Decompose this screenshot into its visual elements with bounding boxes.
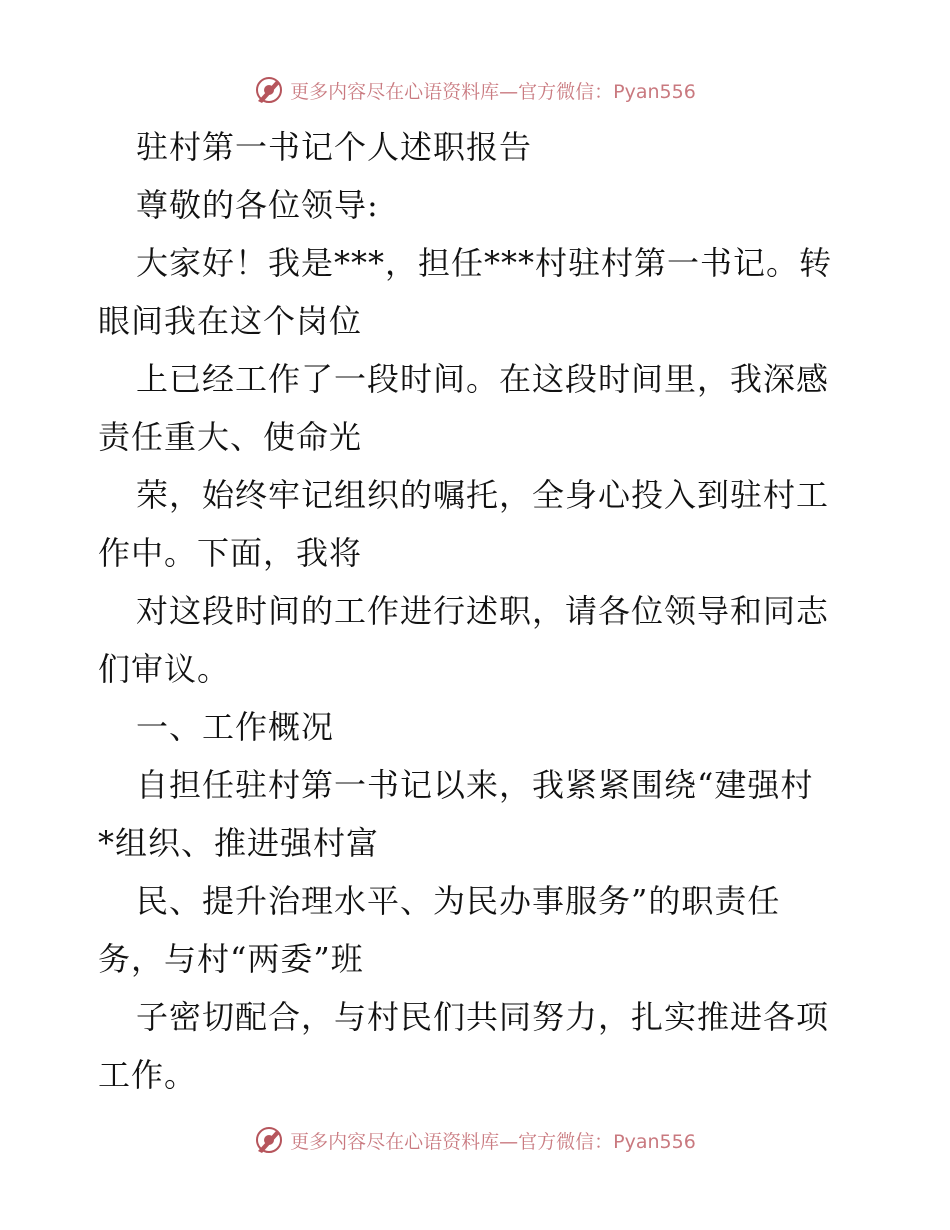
paragraph-line: *组织、推进强村富 xyxy=(98,824,380,862)
paragraph-line: 自担任驻村第一书记以来，我紧紧围绕“建强村 xyxy=(136,766,814,804)
salutation: 尊敬的各位领导: xyxy=(136,186,379,224)
paragraph-line: 们审议。 xyxy=(98,650,231,688)
paragraph-line: 责任重大、使命光 xyxy=(98,418,363,456)
paragraph-line: 工作。 xyxy=(98,1056,198,1094)
paragraph-line: 作中。下面，我将 xyxy=(98,534,363,572)
paragraph-line: 眼间我在这个岗位 xyxy=(98,302,363,340)
paragraph-line: 务，与村“两委”班 xyxy=(98,940,364,978)
watermark-text: 更多内容尽在心语资料库—官方微信：Pyan556 xyxy=(290,1130,696,1153)
section-heading: 一、工作概况 xyxy=(136,708,335,746)
paragraph-line: 民、提升治理水平、为民办事服务”的职责任 xyxy=(136,882,781,920)
paragraph-line: 大家好！我是***，担任***村驻村第一书记。转 xyxy=(136,244,833,282)
watermark-banner-top xyxy=(0,70,950,110)
document-title: 驻村第一书记个人述职报告 xyxy=(136,128,533,166)
paragraph-line: 上已经工作了一段时间。在这段时间里，我深感 xyxy=(136,360,830,398)
pen-nib-logo-icon xyxy=(254,75,284,105)
pen-nib-logo-icon xyxy=(254,1125,284,1155)
document-body xyxy=(98,118,858,1104)
paragraph-line: 荣，始终牢记组织的嘱托，全身心投入到驻村工 xyxy=(136,476,830,514)
paragraph-line: 对这段时间的工作进行述职，请各位领导和同志 xyxy=(136,592,830,630)
paragraph-line: 子密切配合，与村民们共同努力，扎实推进各项 xyxy=(136,998,830,1036)
watermark-banner-bottom xyxy=(0,1120,950,1160)
watermark-text: 更多内容尽在心语资料库—官方微信：Pyan556 xyxy=(290,80,696,103)
